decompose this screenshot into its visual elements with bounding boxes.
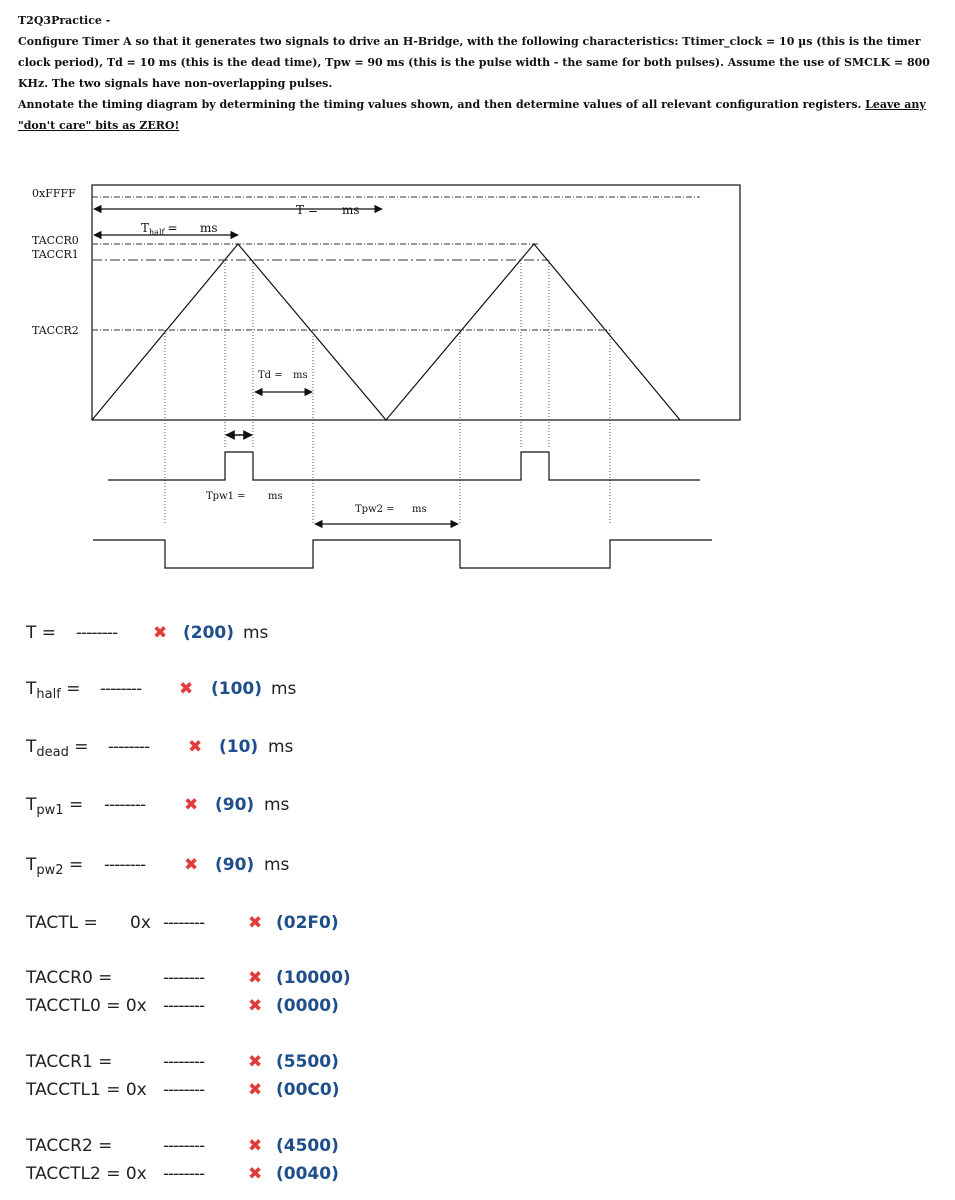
timing-diagram bbox=[0, 180, 955, 580]
correct-answer: (10) bbox=[219, 737, 259, 757]
cross-icon: ✖ bbox=[184, 855, 199, 875]
tpw1-unit: ms bbox=[268, 491, 283, 502]
row-label: $T_{pw1}$ = bbox=[26, 795, 84, 818]
cross-icon: ✖ bbox=[248, 1052, 263, 1072]
dont-care-note: Leave any "don't care" bits as ZERO! bbox=[18, 98, 926, 132]
correct-answer: (10000) bbox=[276, 968, 351, 988]
question-paragraph-1: Configure Timer A so that it generates two signals to drive an H-Bridge, with the following characteristics: Ttimer_clock = 10 µs (this is the timer clock period), Td = 10 ms (this is the dead time), Tpw = 90 ms (this is the pulse width - the same for both pulses). Assume the use of SMCLK = 800 KHz. The two signals have non-overlapping pulses. bbox=[18, 35, 930, 90]
correct-answer: (90) bbox=[215, 795, 255, 815]
cross-icon: ✖ bbox=[248, 913, 263, 933]
cross-icon: ✖ bbox=[188, 737, 203, 757]
answer-blank: -------- bbox=[163, 996, 205, 1016]
thalf-unit: ms bbox=[200, 221, 218, 235]
answer-unit: ms bbox=[271, 679, 297, 699]
answer-blank: -------- bbox=[104, 795, 146, 815]
answer-blank: -------- bbox=[108, 737, 150, 757]
question-text bbox=[18, 10, 938, 136]
label-0xffff: 0xFFFF bbox=[32, 187, 76, 200]
row-label: TACCTL2 = 0x bbox=[26, 1164, 147, 1184]
signal-1-waveform bbox=[108, 452, 700, 480]
answer-unit: ms bbox=[264, 795, 290, 815]
correct-answer: (00C0) bbox=[276, 1080, 340, 1100]
answer-row-taccr1 bbox=[26, 1052, 339, 1072]
correct-answer: (90) bbox=[215, 855, 255, 875]
answer-unit: ms bbox=[268, 737, 294, 757]
label-taccr0: TACCR0 bbox=[32, 234, 79, 247]
answer-row-taccr0 bbox=[26, 968, 351, 988]
answer-row-tacctl0 bbox=[26, 996, 339, 1016]
tpw2-label: Tpw2 = bbox=[355, 504, 395, 515]
cross-icon: ✖ bbox=[248, 968, 263, 988]
correct-answer: (0040) bbox=[276, 1164, 339, 1184]
row-label: $T_{dead}$ = bbox=[26, 737, 89, 760]
row-label: TACCR2 = bbox=[26, 1136, 113, 1156]
row-label: TACCTL0 = 0x bbox=[26, 996, 147, 1016]
correct-answer: (4500) bbox=[276, 1136, 339, 1156]
answer-blank: -------- bbox=[104, 855, 146, 875]
tpw2-unit: ms bbox=[412, 504, 427, 515]
cross-icon: ✖ bbox=[248, 1136, 263, 1156]
label-taccr1: TACCR1 bbox=[32, 248, 79, 261]
period-label: T = bbox=[296, 203, 318, 217]
counter-waveform bbox=[92, 244, 680, 420]
answer-unit: ms bbox=[264, 855, 290, 875]
row-label: T = bbox=[26, 623, 57, 643]
td-label: Td = bbox=[258, 370, 283, 381]
row-label: TACCR1 = bbox=[26, 1052, 113, 1072]
answer-blank: -------- bbox=[163, 1080, 205, 1100]
row-label: TACCTL1 = 0x bbox=[26, 1080, 147, 1100]
answer-row-tacctl2 bbox=[26, 1164, 339, 1184]
row-label: $T_{half}$ = bbox=[26, 679, 81, 702]
tpw1-label: Tpw1 = bbox=[206, 491, 246, 502]
answer-unit: ms bbox=[243, 623, 269, 643]
period-unit: ms bbox=[342, 203, 360, 217]
answer-blank: -------- bbox=[163, 913, 205, 933]
cross-icon: ✖ bbox=[248, 1164, 263, 1184]
correct-answer: (100) bbox=[211, 679, 263, 699]
answer-blank: -------- bbox=[163, 1052, 205, 1072]
correct-answer: (0000) bbox=[276, 996, 339, 1016]
thalf-label: $T_{half}$ = bbox=[141, 221, 178, 237]
row-label: TACTL = bbox=[26, 913, 98, 933]
answer-blank: -------- bbox=[76, 623, 118, 643]
cross-icon: ✖ bbox=[248, 996, 263, 1016]
answer-row-tdead bbox=[26, 737, 294, 760]
projection-lines bbox=[165, 260, 610, 525]
label-taccr2: TACCR2 bbox=[32, 324, 79, 337]
instruction-text: Annotate the timing diagram by determining the timing values shown, and then determine values of all relevant configuration registers. bbox=[18, 98, 866, 111]
answer-row-tactl bbox=[26, 913, 339, 933]
td-unit: ms bbox=[293, 370, 308, 381]
row-label: $T_{pw2}$ = bbox=[26, 855, 84, 878]
answer-blank: -------- bbox=[163, 968, 205, 988]
answer-row-thalf bbox=[26, 679, 297, 702]
question-title: T2Q3Practice - bbox=[18, 14, 111, 27]
answer-blank: -------- bbox=[163, 1136, 205, 1156]
cross-icon: ✖ bbox=[179, 679, 194, 699]
question-paragraph-2 bbox=[18, 94, 938, 136]
answer-blank: -------- bbox=[100, 679, 142, 699]
row-label: TACCR0 = bbox=[26, 968, 113, 988]
answer-row-T bbox=[26, 623, 269, 643]
answer-row-tpw2 bbox=[26, 855, 290, 878]
signal-2-waveform bbox=[93, 540, 712, 568]
answer-row-tacctl1 bbox=[26, 1080, 340, 1100]
answer-blank: -------- bbox=[163, 1164, 205, 1184]
cross-icon: ✖ bbox=[248, 1080, 263, 1100]
cross-icon: ✖ bbox=[184, 795, 199, 815]
cross-icon: ✖ bbox=[153, 623, 168, 643]
correct-answer: (200) bbox=[183, 623, 235, 643]
correct-answer: (5500) bbox=[276, 1052, 339, 1072]
answer-row-tpw1 bbox=[26, 795, 290, 818]
answer-row-taccr2 bbox=[26, 1136, 339, 1156]
correct-answer: (02F0) bbox=[276, 913, 339, 933]
hex-prefix: 0x bbox=[130, 913, 151, 933]
